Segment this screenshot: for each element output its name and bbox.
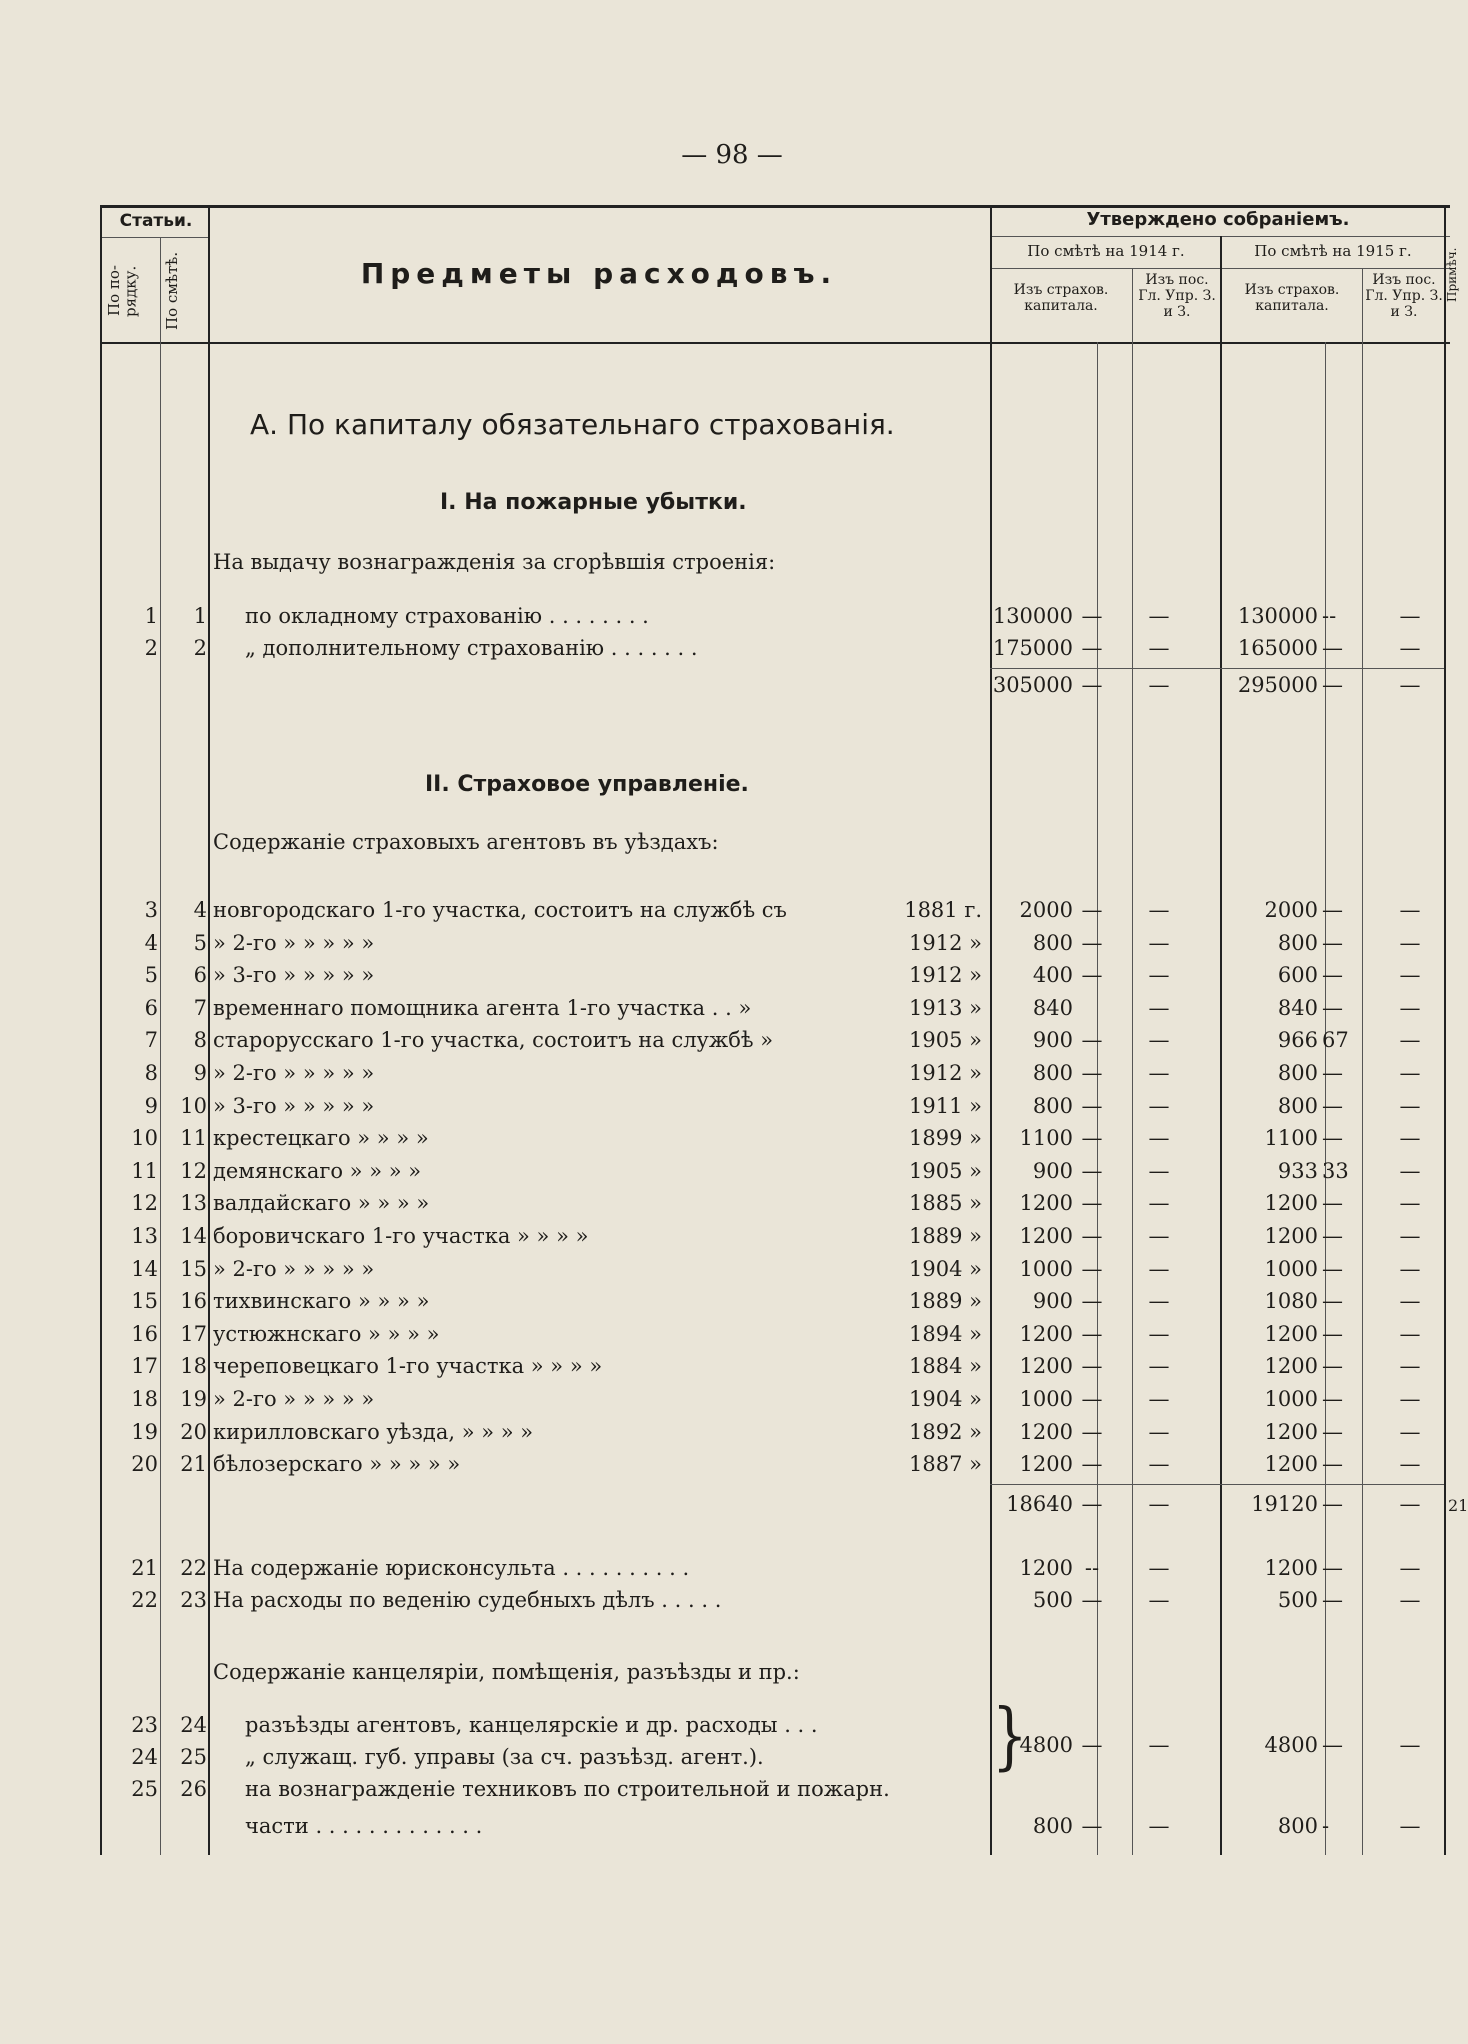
cell-v4: — xyxy=(1399,995,1421,1020)
cell-v2: — xyxy=(1148,1354,1170,1379)
cell-v1: 1100 xyxy=(1019,1126,1073,1151)
cell-n1: 21 xyxy=(131,1556,158,1580)
cell-v3: 130000 xyxy=(1237,604,1318,628)
cell-v1: 1000 xyxy=(1019,1256,1073,1281)
cell-year: 1892 » xyxy=(909,1419,982,1444)
header-po-poryadku: По по-рядку. xyxy=(105,265,140,317)
cell-k1: — xyxy=(1081,1321,1103,1346)
cell-n2: 1 xyxy=(193,604,207,628)
cell-v2: — xyxy=(1148,898,1170,922)
cell-v3: 1200 xyxy=(1264,1354,1318,1379)
section-a-title: А. По капиталу обязательнаго страхованія. xyxy=(250,408,895,441)
table-row xyxy=(100,931,1450,962)
table-row xyxy=(100,996,1450,1027)
cell-v1: 400 xyxy=(1032,963,1073,988)
cell-year: 1887 » xyxy=(909,1452,982,1477)
cell-year: 1905 » xyxy=(909,1158,982,1183)
cell-n1: 20 xyxy=(131,1452,158,1477)
cell-v3: 800 xyxy=(1277,1093,1318,1118)
table-row xyxy=(100,1588,1450,1619)
header-smeta-1914: По смѣтѣ на 1914 г. xyxy=(1027,242,1185,260)
table-row xyxy=(100,1452,1450,1483)
cell-n2: 14 xyxy=(180,1224,207,1248)
table-row xyxy=(100,636,1450,667)
cell-n2: 18 xyxy=(180,1354,207,1379)
cell-year: 1884 » xyxy=(909,1354,982,1379)
cell-n2: 24 xyxy=(180,1713,207,1737)
cell-v3: 840 xyxy=(1277,995,1318,1020)
table-row xyxy=(100,604,1450,635)
cell-k1: — xyxy=(1081,1158,1103,1183)
header-top-rule xyxy=(100,205,1450,208)
cell-desc: кирилловскаго уѣзда, » » » » xyxy=(213,1419,534,1444)
cell-v3: 1000 xyxy=(1264,1256,1318,1281)
cell-v1: 1000 xyxy=(1019,1387,1073,1411)
group-value: 4800 — — 4800 — — xyxy=(1019,1733,1421,1757)
cell-k3: — xyxy=(1322,1419,1343,1444)
table-row xyxy=(100,1289,1450,1320)
cell-v4: — xyxy=(1399,1387,1421,1411)
table-row xyxy=(100,1420,1450,1451)
cell-desc: » 2-го » » » » » xyxy=(213,1387,375,1411)
table-row xyxy=(100,1556,1450,1587)
cell-desc: на вознагражденіе техниковъ по строительной и пожарн. xyxy=(245,1777,890,1801)
cell-v1: 175000 xyxy=(992,636,1073,660)
cell-n2: 12 xyxy=(180,1158,207,1183)
cell-n2: 4 xyxy=(193,898,207,922)
cell-v1: 800 xyxy=(1032,1093,1073,1118)
cell-k1: — xyxy=(1081,1256,1103,1281)
cell-v4: — xyxy=(1399,1191,1421,1216)
cell-k1: — xyxy=(1081,1354,1103,1379)
cell-v1: 1200 xyxy=(1019,1224,1073,1248)
table-row xyxy=(100,963,1450,994)
cell-desc: крестецкаго » » » » xyxy=(213,1126,429,1151)
table-row xyxy=(100,1322,1450,1353)
cell-desc: На расходы по веденію судебныхъ дѣлъ . . . . . xyxy=(213,1588,722,1612)
cell-k3: — xyxy=(1322,1289,1343,1314)
cell-year: 1881 г. xyxy=(904,898,982,922)
cell-k3: -- xyxy=(1322,604,1337,628)
cell-desc: » 3-го » » » » » xyxy=(213,1093,375,1118)
cell-k1: — xyxy=(1081,1419,1103,1444)
cell-n2: 16 xyxy=(180,1289,207,1314)
table-row xyxy=(100,1777,1450,1808)
cell-n2: 8 xyxy=(193,1028,207,1053)
cell-k1: — xyxy=(1081,930,1103,955)
cell-year: 1912 » xyxy=(909,963,982,988)
cell-v4: — xyxy=(1399,604,1421,628)
cell-v3: 1000 xyxy=(1264,1387,1318,1411)
cell-v2: — xyxy=(1148,1321,1170,1346)
cell-k3: — xyxy=(1322,1387,1343,1411)
cell-v3: 1200 xyxy=(1264,1191,1318,1216)
cell-year: 1889 » xyxy=(909,1224,982,1248)
cell-v1: 1200 xyxy=(1019,1419,1073,1444)
group-brace: } xyxy=(992,1694,1028,1779)
cell-year: 1904 » xyxy=(909,1387,982,1411)
cell-desc: старорусскаго 1-го участка, состоитъ на службѣ » xyxy=(213,1028,774,1053)
cell-k1: — xyxy=(1081,636,1103,660)
cell-k3: — xyxy=(1322,930,1343,955)
cell-desc: устюжнскаго » » » » xyxy=(213,1321,440,1346)
cell-desc: » 2-го » » » » » xyxy=(213,1061,375,1085)
cell-v2: — xyxy=(1148,1028,1170,1053)
cell-v4: — xyxy=(1399,1224,1421,1248)
cell-n1: 24 xyxy=(131,1745,158,1769)
cell-n1: 8 xyxy=(144,1061,158,1085)
section-1-title: I. На пожарные убытки. xyxy=(440,490,747,515)
cell-k1: — xyxy=(1081,1093,1103,1118)
cell-n1: 16 xyxy=(131,1321,158,1346)
cell-v3: 1200 xyxy=(1264,1419,1318,1444)
last-line: части . . . . . . . . . . . . . 800 — — 800 - — xyxy=(245,1814,1421,1838)
cell-v1: 1200 xyxy=(1019,1321,1073,1346)
cell-n1: 14 xyxy=(131,1256,158,1281)
cell-n2: 15 xyxy=(180,1256,207,1281)
cell-v1: 900 xyxy=(1032,1158,1073,1183)
cell-v3: 933 xyxy=(1277,1158,1318,1183)
cell-v3: 1200 xyxy=(1264,1556,1318,1580)
header-smeta-1915: По смѣтѣ на 1915 г. xyxy=(1254,242,1412,260)
cell-desc: по окладному страхованію . . . . . . . . xyxy=(245,604,649,628)
cell-k1: — xyxy=(1081,1061,1103,1085)
cell-v2: — xyxy=(1148,604,1170,628)
section-1-subtitle: На выдачу вознагражденія за сгорѣвшія строенія: xyxy=(213,550,776,574)
cell-desc: валдайскаго » » » » xyxy=(213,1191,430,1216)
cell-v2: — xyxy=(1148,995,1170,1020)
cell-n2: 6 xyxy=(193,963,207,988)
margin-note: 21 xyxy=(1448,1496,1468,1515)
header-split-rule xyxy=(100,237,210,238)
cell-n2: 25 xyxy=(180,1745,207,1769)
cell-v2: — xyxy=(1148,1419,1170,1444)
cell-v2: — xyxy=(1148,1191,1170,1216)
cell-k3: — xyxy=(1322,1256,1343,1281)
cell-v4: — xyxy=(1399,1588,1421,1612)
table-row xyxy=(100,1061,1450,1092)
cell-v4: — xyxy=(1399,1452,1421,1477)
cell-k1: — xyxy=(1081,604,1103,628)
cell-k1: — xyxy=(1081,1289,1103,1314)
cell-n1: 6 xyxy=(144,995,158,1020)
cell-v4: — xyxy=(1399,930,1421,955)
cell-v4: — xyxy=(1399,898,1421,922)
cell-k3: 67 xyxy=(1322,1028,1349,1053)
table-row xyxy=(100,1257,1450,1288)
cell-v4: — xyxy=(1399,1061,1421,1085)
cell-k1: — xyxy=(1081,1126,1103,1151)
cell-v4: — xyxy=(1399,1256,1421,1281)
header-iz-strakh-1914: Изъ страхов. капитала. xyxy=(1013,282,1109,315)
cell-desc: „ служащ. губ. управы (за сч. разъѣзд. агент.). xyxy=(245,1745,764,1769)
cell-k3: — xyxy=(1322,1588,1343,1612)
cell-n1: 3 xyxy=(144,898,158,922)
cell-v3: 500 xyxy=(1277,1588,1318,1612)
cell-desc: тихвинскаго » » » » xyxy=(213,1289,430,1314)
cell-n2: 26 xyxy=(180,1777,207,1801)
section-2-subtitle-2: Содержаніе канцеляріи, помѣщенія, разъѣзды и пр.: xyxy=(213,1660,800,1684)
cell-k3: — xyxy=(1322,1061,1343,1085)
cell-v4: — xyxy=(1399,1126,1421,1151)
header-utverzhdeno: Утверждено собраніемъ. xyxy=(1086,209,1350,230)
cell-k1: -- xyxy=(1084,1556,1100,1580)
cell-n1: 15 xyxy=(131,1289,158,1314)
cell-year: 1885 » xyxy=(909,1191,982,1216)
cell-year: 1894 » xyxy=(909,1321,982,1346)
header-po-smete: По смѣтѣ. xyxy=(163,251,181,331)
cell-n1: 25 xyxy=(131,1777,158,1801)
cell-k3: — xyxy=(1322,636,1343,660)
cell-v2: — xyxy=(1148,1556,1170,1580)
cell-v4: — xyxy=(1399,1093,1421,1118)
cell-k1: — xyxy=(1081,1191,1103,1216)
table-row xyxy=(100,898,1450,929)
header-statyi: Статьи. xyxy=(119,211,193,231)
header-iz-pos-1915: Изъ пос. Гл. Упр. З. и З. xyxy=(1365,272,1443,321)
cell-k3: — xyxy=(1322,1452,1343,1477)
cell-n2: 2 xyxy=(193,636,207,660)
cell-desc: » 3-го » » » » » xyxy=(213,963,375,988)
cell-v3: 1200 xyxy=(1264,1224,1318,1248)
cell-k3: — xyxy=(1322,1191,1343,1216)
cell-k1: — xyxy=(1081,1588,1103,1612)
section-2-subtitle: Содержаніе страховыхъ агентовъ въ уѣздахъ: xyxy=(213,830,719,854)
cell-desc: боровичскаго 1-го участка » » » » xyxy=(213,1224,589,1248)
cell-v1: 900 xyxy=(1032,1028,1073,1053)
cell-desc: новгородскаго 1-го участка, состоитъ на службѣ съ xyxy=(213,898,787,922)
cell-v4: — xyxy=(1399,963,1421,988)
cell-v1: 800 xyxy=(1032,1061,1073,1085)
cell-v1: 1200 xyxy=(1019,1191,1073,1216)
cell-n1: 23 xyxy=(131,1713,158,1737)
cell-desc: » 2-го » » » » » xyxy=(213,1256,375,1281)
cell-v3: 600 xyxy=(1277,963,1318,988)
cell-desc: разъѣзды агентовъ, канцелярскіе и др. расходы . . . xyxy=(245,1713,818,1737)
cell-v1: 2000 xyxy=(1019,898,1073,922)
cell-v4: — xyxy=(1399,1354,1421,1379)
cell-v4: — xyxy=(1399,1321,1421,1346)
cell-year: 1905 » xyxy=(909,1028,982,1053)
cell-v2: — xyxy=(1148,1224,1170,1248)
cell-year: 1899 » xyxy=(909,1126,982,1151)
cell-year: 1911 » xyxy=(909,1093,982,1118)
cell-v1: 840 xyxy=(1032,995,1073,1020)
table-row xyxy=(100,1387,1450,1418)
cell-year: 1913 » xyxy=(909,995,982,1020)
cell-v3: 2000 xyxy=(1264,898,1318,922)
cell-n2: 5 xyxy=(193,930,207,955)
table-row xyxy=(100,1354,1450,1385)
cell-n2: 23 xyxy=(180,1588,207,1612)
cell-n1: 13 xyxy=(131,1224,158,1248)
cell-n2: 22 xyxy=(180,1556,207,1580)
header-primech: Примѣч. xyxy=(1445,247,1459,302)
cell-v1: 500 xyxy=(1032,1588,1073,1612)
header-iz-pos-1914: Изъ пос. Гл. Упр. З. и З. xyxy=(1138,272,1216,321)
header-predmety: Предметы расходовъ. xyxy=(360,257,838,290)
cell-desc: временнаго помощника агента 1-го участка . . » xyxy=(213,995,752,1020)
cell-v2: — xyxy=(1148,1126,1170,1151)
cell-n1: 17 xyxy=(131,1354,158,1379)
cell-v1: 900 xyxy=(1032,1289,1073,1314)
cell-k3: — xyxy=(1322,963,1343,988)
table-row xyxy=(100,1159,1450,1190)
cell-k3: — xyxy=(1322,1556,1343,1580)
cell-k1: — xyxy=(1081,1224,1103,1248)
cell-v4: — xyxy=(1399,1028,1421,1053)
cell-year: 1912 » xyxy=(909,930,982,955)
cell-n1: 2 xyxy=(144,636,158,660)
section-2-total: 18640 — — 19120 — — xyxy=(1006,1492,1421,1516)
section-2-title: II. Страховое управленіе. xyxy=(425,772,749,797)
table-row xyxy=(100,1191,1450,1222)
cell-v3: 800 xyxy=(1277,1061,1318,1085)
table-row xyxy=(100,1094,1450,1125)
cell-v3: 165000 xyxy=(1237,636,1318,660)
cell-desc: » 2-го » » » » » xyxy=(213,930,375,955)
cell-v2: — xyxy=(1148,1158,1170,1183)
cell-k3: — xyxy=(1322,898,1343,922)
cell-n1: 18 xyxy=(131,1387,158,1411)
cell-year: 1889 » xyxy=(909,1289,982,1314)
table-row xyxy=(100,1126,1450,1157)
cell-v2: — xyxy=(1148,636,1170,660)
cell-desc: На содержаніе юрисконсульта . . . . . . . . . . xyxy=(213,1556,690,1580)
cell-v1: 130000 xyxy=(992,604,1073,628)
cell-desc: бѣлозерскаго » » » » » xyxy=(213,1452,461,1477)
cell-n1: 22 xyxy=(131,1588,158,1612)
cell-v4: — xyxy=(1399,1158,1421,1183)
cell-v4: — xyxy=(1399,1556,1421,1580)
cell-v1: 1200 xyxy=(1019,1452,1073,1477)
cell-k1: — xyxy=(1081,898,1103,922)
section-1-total-rule xyxy=(990,668,1444,669)
cell-v3: 1200 xyxy=(1264,1452,1318,1477)
cell-k1: — xyxy=(1081,1387,1103,1411)
cell-v2: — xyxy=(1148,1256,1170,1281)
cell-k3: — xyxy=(1322,1093,1343,1118)
cell-v1: 1200 xyxy=(1019,1354,1073,1379)
cell-v4: — xyxy=(1399,1289,1421,1314)
cell-n1: 12 xyxy=(131,1191,158,1216)
cell-n1: 10 xyxy=(131,1126,158,1151)
cell-v3: 1200 xyxy=(1264,1321,1318,1346)
cell-v2: — xyxy=(1148,1588,1170,1612)
cell-desc: демянскаго » » » » xyxy=(213,1158,422,1183)
cell-n2: 19 xyxy=(180,1387,207,1411)
cell-n2: 9 xyxy=(193,1061,207,1085)
cell-n1: 7 xyxy=(144,1028,158,1053)
cell-v2: — xyxy=(1148,1289,1170,1314)
cell-k3: — xyxy=(1322,1321,1343,1346)
cell-n1: 11 xyxy=(131,1158,158,1183)
cell-n2: 21 xyxy=(180,1452,207,1477)
cell-v2: — xyxy=(1148,1452,1170,1477)
cell-v4: — xyxy=(1399,636,1421,660)
section-2-total-rule xyxy=(990,1484,1444,1485)
cell-k1: — xyxy=(1081,963,1103,988)
cell-v3: 1080 xyxy=(1264,1289,1318,1314)
cell-v3: 1100 xyxy=(1264,1126,1318,1151)
cell-year: 1904 » xyxy=(909,1256,982,1281)
cell-v2: — xyxy=(1148,963,1170,988)
cell-n2: 7 xyxy=(193,995,207,1020)
cell-k1: — xyxy=(1081,1452,1103,1477)
cell-k3: — xyxy=(1322,995,1343,1020)
cell-n1: 1 xyxy=(144,604,158,628)
table-row xyxy=(100,1028,1450,1059)
table-row xyxy=(100,1224,1450,1255)
cell-n2: 17 xyxy=(180,1321,207,1346)
cell-year: 1912 » xyxy=(909,1061,982,1085)
cell-v1: 1200 xyxy=(1019,1556,1073,1580)
header-bottom-rule xyxy=(100,342,1450,344)
cell-n1: 4 xyxy=(144,930,158,955)
cell-v3: 966 xyxy=(1277,1028,1318,1053)
cell-k3: — xyxy=(1322,1224,1343,1248)
cell-desc: череповецкаго 1-го участка » » » » xyxy=(213,1354,603,1379)
cell-n2: 13 xyxy=(180,1191,207,1216)
cell-n2: 20 xyxy=(180,1419,207,1444)
cell-v2: — xyxy=(1148,1093,1170,1118)
cell-n2: 11 xyxy=(180,1126,207,1151)
cell-v4: — xyxy=(1399,1419,1421,1444)
cell-v2: — xyxy=(1148,930,1170,955)
page-number: — 98 — xyxy=(681,140,783,170)
cell-k3: 33 xyxy=(1322,1158,1349,1183)
cell-k3: — xyxy=(1322,1126,1343,1151)
cell-v2: — xyxy=(1148,1387,1170,1411)
cell-n1: 19 xyxy=(131,1419,158,1444)
header-iz-strakh-1915: Изъ страхов. капитала. xyxy=(1244,282,1340,315)
cell-k3: — xyxy=(1322,1354,1343,1379)
cell-k1: — xyxy=(1081,1028,1103,1053)
cell-n1: 5 xyxy=(144,963,158,988)
cell-n1: 9 xyxy=(144,1093,158,1118)
section-1-total: 305000 — — 295000 — — xyxy=(992,673,1421,697)
cell-desc: „ дополнительному страхованію . . . . . . . xyxy=(245,636,698,660)
cell-n2: 10 xyxy=(180,1093,207,1118)
cell-v1: 800 xyxy=(1032,930,1073,955)
cell-v2: — xyxy=(1148,1061,1170,1085)
cell-v3: 800 xyxy=(1277,930,1318,955)
